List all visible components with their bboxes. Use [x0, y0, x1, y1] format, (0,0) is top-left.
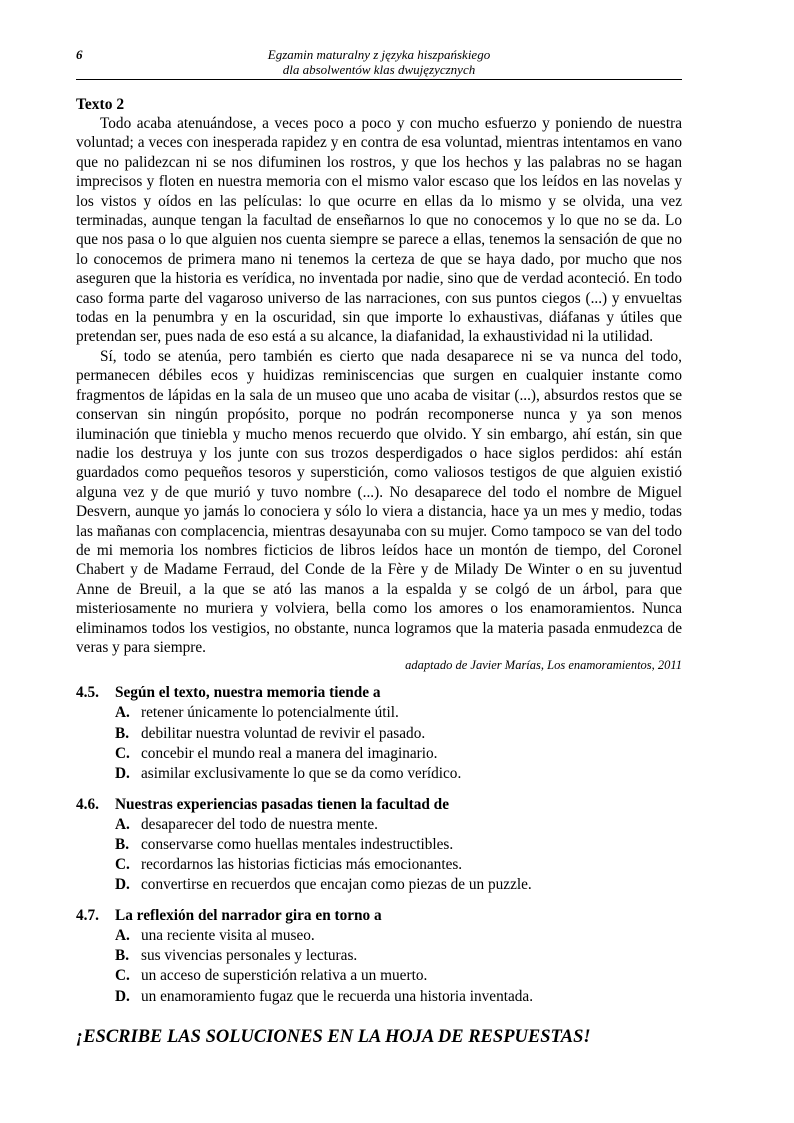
question-number: 4.6.	[76, 795, 99, 813]
exam-title-line-2: dla absolwentów klas dwujęzycznych	[282, 62, 476, 77]
option-letter: D.	[115, 876, 130, 894]
option-text: una reciente visita al museo.	[141, 926, 315, 944]
question-stem	[76, 906, 682, 926]
option-text: asimilar exclusivamente lo que se da como verídico.	[141, 765, 462, 783]
question-4-7	[76, 906, 682, 1007]
exam-title-line-1: Egzamin maturalny z języka hiszpańskiego	[267, 47, 491, 62]
option-letter: D.	[115, 987, 130, 1005]
question-number: 4.5.	[76, 684, 99, 702]
option-letter: A.	[115, 926, 130, 944]
answer-option-d	[76, 987, 682, 1007]
answer-option-b	[76, 724, 682, 744]
option-text: un enamoramiento fugaz que le recuerda una historia inventada.	[141, 987, 534, 1005]
exam-title	[76, 47, 682, 77]
option-letter: C.	[115, 856, 130, 874]
option-letter: D.	[115, 765, 130, 783]
answer-option-c	[76, 744, 682, 764]
option-letter: A.	[115, 704, 130, 722]
question-text: Según el texto, nuestra memoria tiende a	[115, 684, 381, 702]
text-paragraph-1: Todo acaba atenuándose, a veces poco a poco y con mucho esfuerzo y poniendo de nuestra voluntad; a veces con inesperada rapidez y en contra de esa voluntad, mientras intentamos en vano que no palidezcan ni se nos difuminen los rostros, y que los hechos y las palabras no se hagan imprecisos y floten en nuestra memoria con el mismo valor escaso que los leídos en las novelas y los vistos y oídos en las películas: lo que ocurre en ellas da lo mismo y se olvida, una vez terminadas, aunque tengan la facultad de enseñarnos lo que no conocemos y lo que no se da. Lo que nos pasa o lo que alguien nos cuenta siempre se parece a ellas, tenemos la sensación de que no lo conocemos de primera mano ni tenemos la certeza de que se haya dado, por mucho que nos aseguren que la historia es verídica, no inventada por nadie, sino que de verdad aconteció. En todo caso forma parte del vagaroso universo de las narraciones, con sus puntos ciegos (...) y envueltas todas en la penumbra y en la oscuridad, sin que importe lo exhaustivas, diáfanas y útiles que pretendan ser, pues nada de eso está a su alcance, la diafanidad, la exhaustividad ni la utilidad.	[76, 115, 682, 346]
answer-option-c	[76, 855, 682, 875]
option-letter: B.	[115, 724, 130, 742]
answer-option-a	[76, 815, 682, 835]
option-text: desaparecer del todo de nuestra mente.	[141, 815, 378, 833]
answer-option-d	[76, 875, 682, 895]
answer-options	[76, 815, 682, 896]
answer-sheet-instruction: ¡ESCRIBE LAS SOLUCIONES EN LA HOJA DE RESPUESTAS!	[76, 1026, 591, 1047]
question-4-5	[76, 683, 682, 784]
question-text: La reflexión del narrador gira en torno a	[115, 906, 382, 924]
answer-option-a	[76, 926, 682, 946]
option-letter: B.	[115, 947, 130, 965]
option-text: recordarnos las historias ficticias más emocionantes.	[141, 856, 463, 874]
option-text: conservarse como huellas mentales indestructibles.	[141, 835, 454, 853]
answer-option-b	[76, 835, 682, 855]
option-text: concebir el mundo real a manera del imaginario.	[141, 744, 438, 762]
option-text: convertirse en recuerdos que encajan como piezas de un puzzle.	[141, 876, 532, 894]
answer-options	[76, 926, 682, 1007]
option-text: debilitar nuestra voluntad de revivir el pasado.	[141, 724, 426, 742]
answer-option-b	[76, 946, 682, 966]
page-content	[76, 95, 682, 1048]
answer-option-c	[76, 966, 682, 986]
option-text: retener únicamente lo potencialmente útil.	[141, 704, 399, 722]
question-text: Nuestras experiencias pasadas tienen la facultad de	[115, 795, 449, 813]
page-number: 6	[76, 47, 83, 62]
question-stem	[76, 683, 682, 703]
question-stem	[76, 795, 682, 815]
answer-options	[76, 703, 682, 784]
option-letter: B.	[115, 835, 130, 853]
question-number: 4.7.	[76, 906, 99, 924]
text-title: Texto 2	[76, 96, 125, 113]
answer-option-d	[76, 764, 682, 784]
text-source: adaptado de Javier Marías, Los enamoramientos, 2011	[405, 658, 682, 673]
option-text: sus vivencias personales y lecturas.	[141, 947, 358, 965]
option-text: un acceso de superstición relativa a un muerto.	[141, 967, 428, 985]
option-letter: A.	[115, 815, 130, 833]
option-letter: C.	[115, 967, 130, 985]
answer-option-a	[76, 703, 682, 723]
text-paragraph-2: Sí, todo se atenúa, pero también es cierto que nada desaparece ni se va nunca del todo, permanecen débiles ecos y huidizas reminiscencias que surgen en cualquier instante como fragmentos de lápidas en la sala de un museo que uno acaba de visitar (...), absurdos restos que se conservan sin ningún propósito, porque no podrán recomponerse nunca y ya son menos iluminación que tiniebla y mucho menos recuerdo que olvido. Y sin embargo, ahí están, sin que nadie los destruya y los junte con sus trozos desperdigados o hace siglos perdidos: ahí están guardados como pequeños tesoros y superstición, como valiosos testigos de que alguien existió alguna vez y de que murió y tuvo nombre (...). No desaparece del todo el nombre de Miguel Desvern, aunque yo jamás lo conociera y sólo lo viera a distancia, hace ya un mes y medio, todas las mañanas con complacencia, mientras desayunaba con su mujer. Como tampoco se van del todo de mi memoria los nombres ficticios de libros leídos hace un montón de tiempo, del Coronel Chabert y de Madame Ferraud, del Conde de la Fère y de Milady De Winter o en su juventud Anne de Breuil, a la que se ató las manos a la espalda y se colgó de un árbol, para que misteriosamente no muriera y volviera, bella como los amores o los enamoramientos. Nunca eliminamos todos los vestigios, no obstante, nunca logramos que la materia pasada enmudezca de veras y para siempre.	[76, 347, 682, 656]
option-letter: C.	[115, 744, 130, 762]
page-header	[76, 47, 682, 80]
question-4-6	[76, 795, 682, 896]
